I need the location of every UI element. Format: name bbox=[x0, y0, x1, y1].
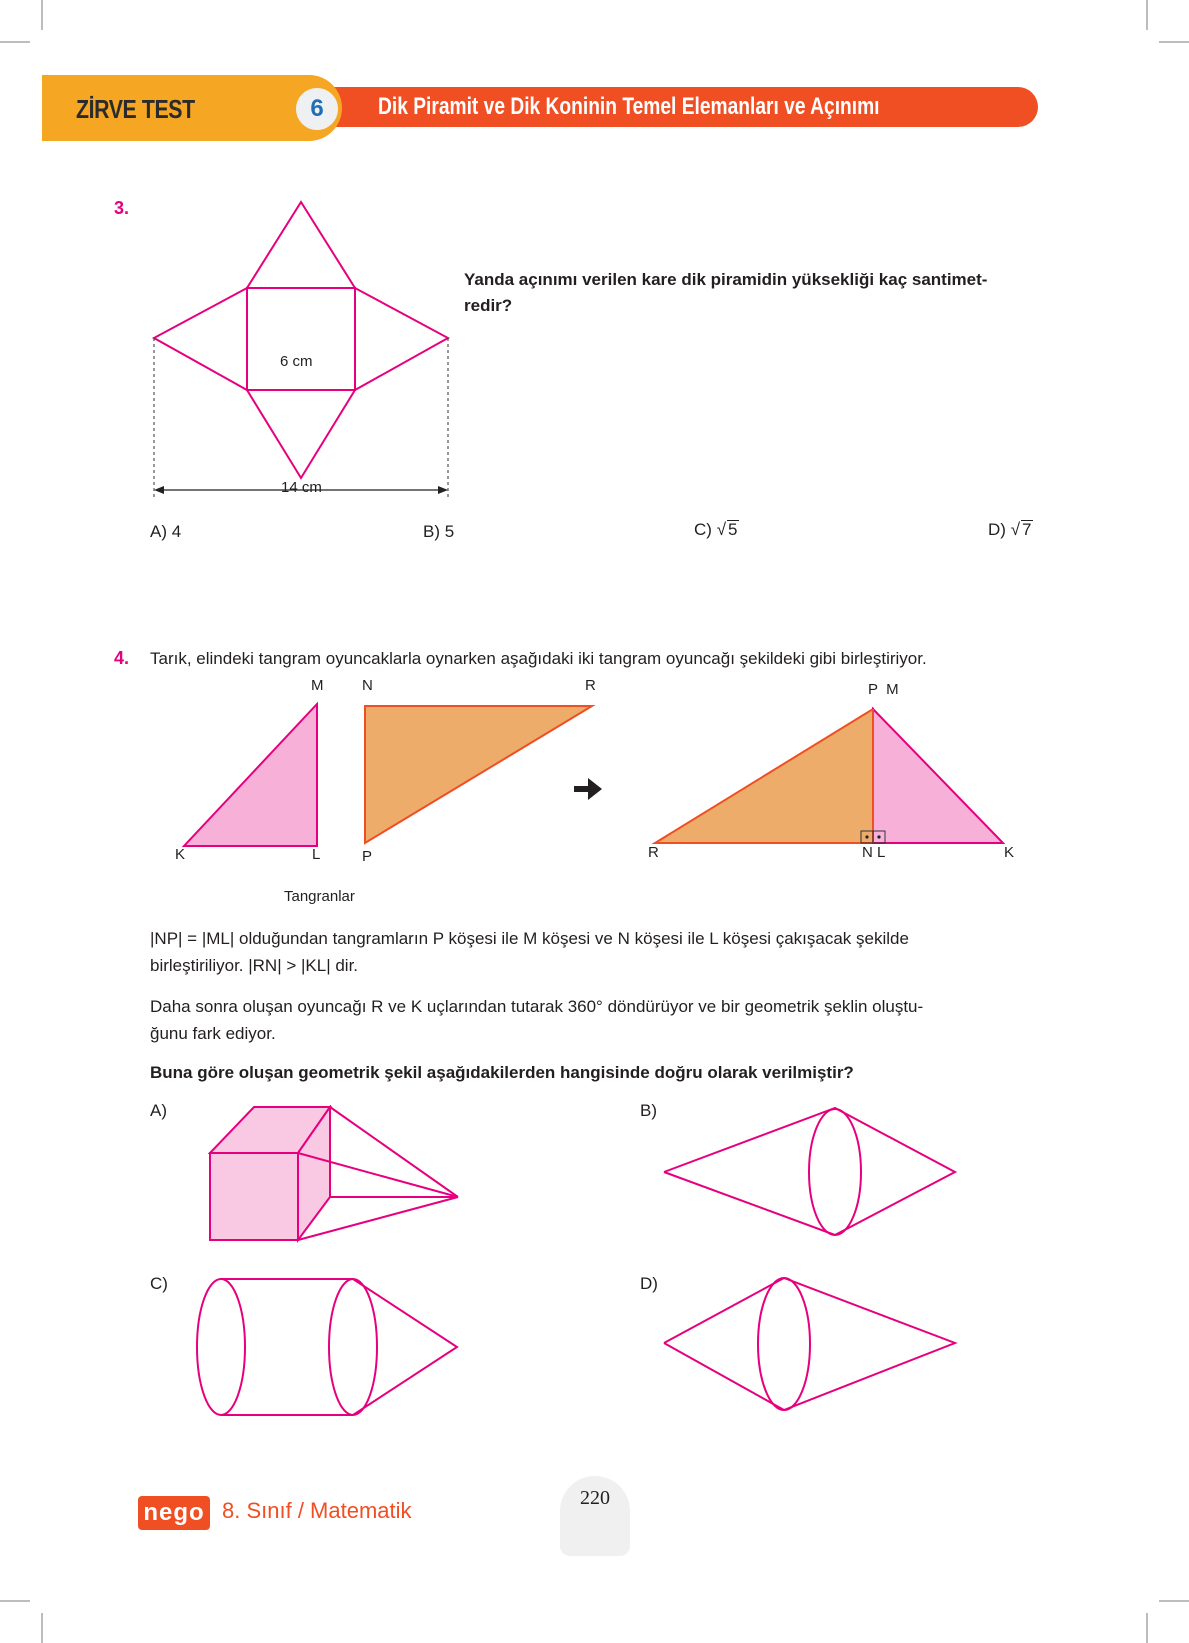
q4-option-b-label[interactable]: B) bbox=[640, 1101, 657, 1120]
question-3-text-line2: redir? bbox=[464, 296, 513, 315]
footer-subject: 8. Sınıf / Matematik bbox=[222, 1498, 412, 1523]
option-letter: D) bbox=[988, 520, 1006, 539]
pyramid-net-figure bbox=[140, 190, 450, 500]
label-nl: N L bbox=[862, 844, 886, 861]
q4-option-b-figure[interactable] bbox=[660, 1105, 960, 1245]
q4-paragraph-2-line2: ğunu fark ediyor. bbox=[150, 1024, 276, 1043]
label-r: R bbox=[585, 677, 596, 694]
crop-mark bbox=[41, 0, 43, 30]
pink-triangle-klm bbox=[184, 704, 317, 846]
sqrt-icon: √ bbox=[1010, 520, 1021, 539]
q4-option-a-figure[interactable] bbox=[200, 1105, 460, 1245]
cone-base-ellipse bbox=[809, 1109, 861, 1235]
label-p: P bbox=[362, 848, 373, 865]
net-square-base bbox=[247, 288, 355, 390]
crop-mark bbox=[1146, 1613, 1148, 1643]
combined-pink-triangle bbox=[873, 709, 1003, 843]
question-4-number: 4. bbox=[114, 648, 130, 668]
q4-question: Buna göre oluşan geometrik şekil aşağıdakilerden hangisinde doğru olarak verilmiştir? bbox=[150, 1063, 854, 1082]
right-angle-dot bbox=[877, 835, 880, 838]
q4-option-d-figure[interactable] bbox=[660, 1275, 960, 1420]
brand-logo: nego bbox=[138, 1496, 210, 1530]
cone-base-ellipse bbox=[758, 1278, 810, 1410]
label-n: N bbox=[362, 677, 373, 694]
option-letter: A) bbox=[150, 522, 167, 541]
q4-option-c-label[interactable]: C) bbox=[150, 1274, 168, 1293]
label-m: M bbox=[311, 677, 324, 694]
option-letter: B) bbox=[423, 522, 440, 541]
q4-option-d-label[interactable]: D) bbox=[640, 1274, 658, 1293]
q3-option-d[interactable] bbox=[988, 520, 1033, 540]
q4-paragraph-1-line2: birleştiriliyor. |RN| > |KL| dir. bbox=[150, 956, 359, 975]
crop-mark bbox=[41, 1613, 43, 1643]
label-k: K bbox=[175, 846, 186, 863]
figure-caption: Tangranlar bbox=[284, 888, 355, 905]
q4-option-c-figure[interactable] bbox=[195, 1275, 465, 1420]
cylinder-right-ellipse bbox=[329, 1279, 377, 1415]
page-number: 220 bbox=[580, 1487, 610, 1509]
pyramid-edge bbox=[330, 1107, 458, 1197]
cube-front-face bbox=[210, 1153, 298, 1240]
net-triangle-right bbox=[355, 288, 448, 390]
q4-option-a-label[interactable]: A) bbox=[150, 1101, 167, 1120]
label-l: L bbox=[312, 846, 321, 863]
question-4-intro: Tarık, elindeki tangram oyuncaklarla oynarken aşağıdaki iki tangram oyuncağı şekildeki gibi birleştiriyor. bbox=[150, 649, 927, 668]
net-triangle-left bbox=[154, 288, 247, 390]
cylinder-left-ellipse bbox=[197, 1279, 245, 1415]
option-value: 4 bbox=[171, 522, 182, 541]
arrowhead-right-icon bbox=[438, 486, 448, 494]
cone-outline bbox=[353, 1279, 457, 1415]
orange-triangle-npr bbox=[365, 706, 592, 843]
header-title: Dik Piramit ve Dik Koninin Temel Elemanları ve Açınımı bbox=[378, 93, 880, 120]
sqrt-icon: √ bbox=[716, 520, 727, 539]
combined-orange-triangle bbox=[655, 709, 873, 843]
crop-mark bbox=[0, 1600, 30, 1602]
crop-mark bbox=[1159, 1600, 1189, 1602]
arrow-right-icon bbox=[574, 778, 602, 800]
test-number-badge: 6 bbox=[294, 86, 340, 132]
crop-mark bbox=[0, 41, 30, 43]
q3-option-c[interactable] bbox=[694, 520, 739, 540]
crop-mark bbox=[1146, 0, 1148, 30]
tangram-figure bbox=[160, 690, 1040, 860]
label-r-combined: R bbox=[648, 844, 659, 861]
arrowhead-left-icon bbox=[154, 486, 164, 494]
label-k-combined: K bbox=[1004, 844, 1015, 861]
q4-paragraph-1-line1: |NP| = |ML| olduğundan tangramların P köşesi ile M köşesi ve N köşesi ile L köşesi çakışacak şekilde bbox=[150, 929, 909, 948]
q3-option-b[interactable] bbox=[423, 522, 454, 542]
crop-mark bbox=[1159, 41, 1189, 43]
option-value: 7 bbox=[1022, 520, 1032, 539]
option-value: 5 bbox=[728, 520, 738, 539]
net-width-label: 14 cm bbox=[281, 479, 322, 496]
q3-option-a[interactable] bbox=[150, 522, 181, 542]
option-value: 5 bbox=[444, 522, 455, 541]
option-letter: C) bbox=[694, 520, 712, 539]
label-pm: P M bbox=[868, 681, 899, 698]
header-series-label: ZİRVE TEST bbox=[76, 94, 195, 124]
q4-paragraph-2-line1: Daha sonra oluşan oyuncağı R ve K uçlarından tutarak 360° döndürüyor ve bir geometrik şeklin oluştu- bbox=[150, 997, 924, 1016]
right-angle-dot bbox=[865, 835, 868, 838]
question-3-text-line1: Yanda açınımı verilen kare dik piramidin yüksekliği kaç santimet- bbox=[464, 270, 988, 289]
net-triangle-bottom bbox=[247, 390, 355, 478]
square-side-label: 6 cm bbox=[280, 353, 313, 370]
question-3-number: 3. bbox=[114, 198, 130, 218]
net-triangle-top bbox=[247, 202, 355, 288]
